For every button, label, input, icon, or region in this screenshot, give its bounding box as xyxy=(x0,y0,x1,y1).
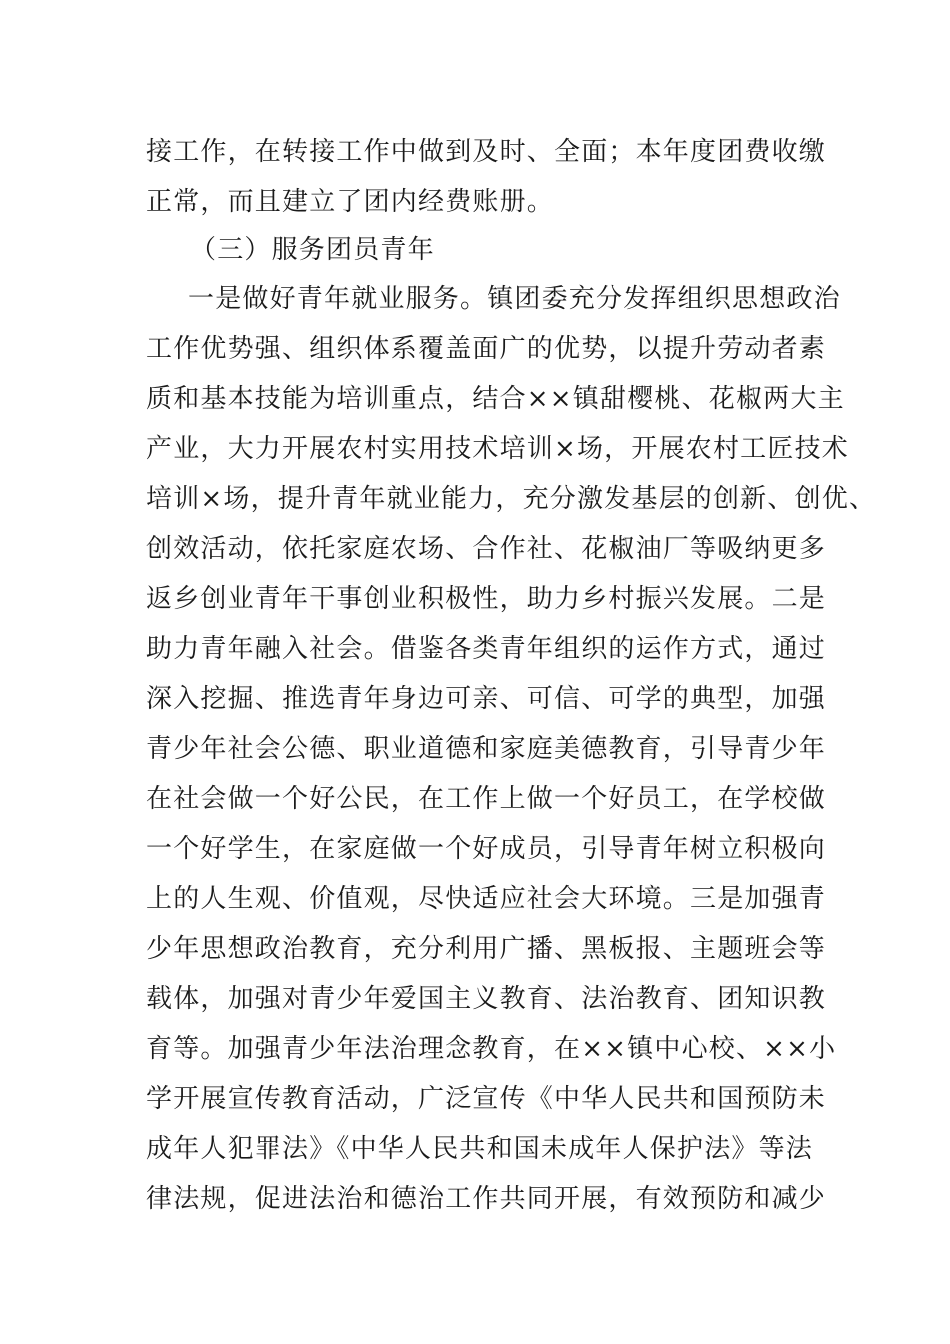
text-line: 培训×场，提升青年就业能力，充分激发基层的创新、创优、 xyxy=(146,484,877,514)
text-line: 少年思想政治教育，充分利用广播、黑板报、主题班会等 xyxy=(146,934,827,964)
text-line: 工作优势强、组织体系覆盖面广的优势，以提升劳动者素 xyxy=(146,334,827,364)
text-line: 创效活动，依托家庭农场、合作社、花椒油厂等吸纳更多 xyxy=(146,534,827,564)
text-line: 助力青年融入社会。借鉴各类青年组织的运作方式，通过 xyxy=(146,634,827,664)
text-line: 学开展宣传教育活动，广泛宣传《中华人民共和国预防未 xyxy=(146,1084,827,1114)
paragraph-first-line: 一是做好青年就业服务。镇团委充分发挥组织思想政治 xyxy=(188,284,841,314)
section-heading: （三）服务团员青年 xyxy=(190,235,435,265)
text-line: 正常，而且建立了团内经费账册。 xyxy=(146,187,555,217)
text-line: 上的人生观、价值观，尽快适应社会大环境。三是加强青 xyxy=(146,884,827,914)
text-line: 育等。加强青少年法治理念教育，在××镇中心校、××小 xyxy=(146,1034,837,1064)
text-line: 深入挖掘、推选青年身边可亲、可信、可学的典型，加强 xyxy=(146,684,827,714)
text-line: 成年人犯罪法》《中华人民共和国未成年人保护法》等法 xyxy=(146,1134,814,1164)
text-line: 返乡创业青年干事创业积极性，助力乡村振兴发展。二是 xyxy=(146,584,827,614)
text-line: 载体，加强对青少年爱国主义教育、法治教育、团知识教 xyxy=(146,984,827,1014)
text-line: 青少年社会公德、职业道德和家庭美德教育，引导青少年 xyxy=(146,734,827,764)
text-line: 接工作，在转接工作中做到及时、全面；本年度团费收缴 xyxy=(146,137,827,167)
text-line: 律法规，促进法治和德治工作共同开展，有效预防和减少 xyxy=(146,1184,827,1214)
text-line: 产业，大力开展农村实用技术培训×场，开展农村工匠技术 xyxy=(146,434,849,464)
text-line: 一个好学生，在家庭做一个好成员，引导青年树立积极向 xyxy=(146,834,827,864)
text-line: 在社会做一个好公民，在工作上做一个好员工，在学校做 xyxy=(146,784,827,814)
text-line: 质和基本技能为培训重点，结合××镇甜樱桃、花椒两大主 xyxy=(146,384,845,414)
